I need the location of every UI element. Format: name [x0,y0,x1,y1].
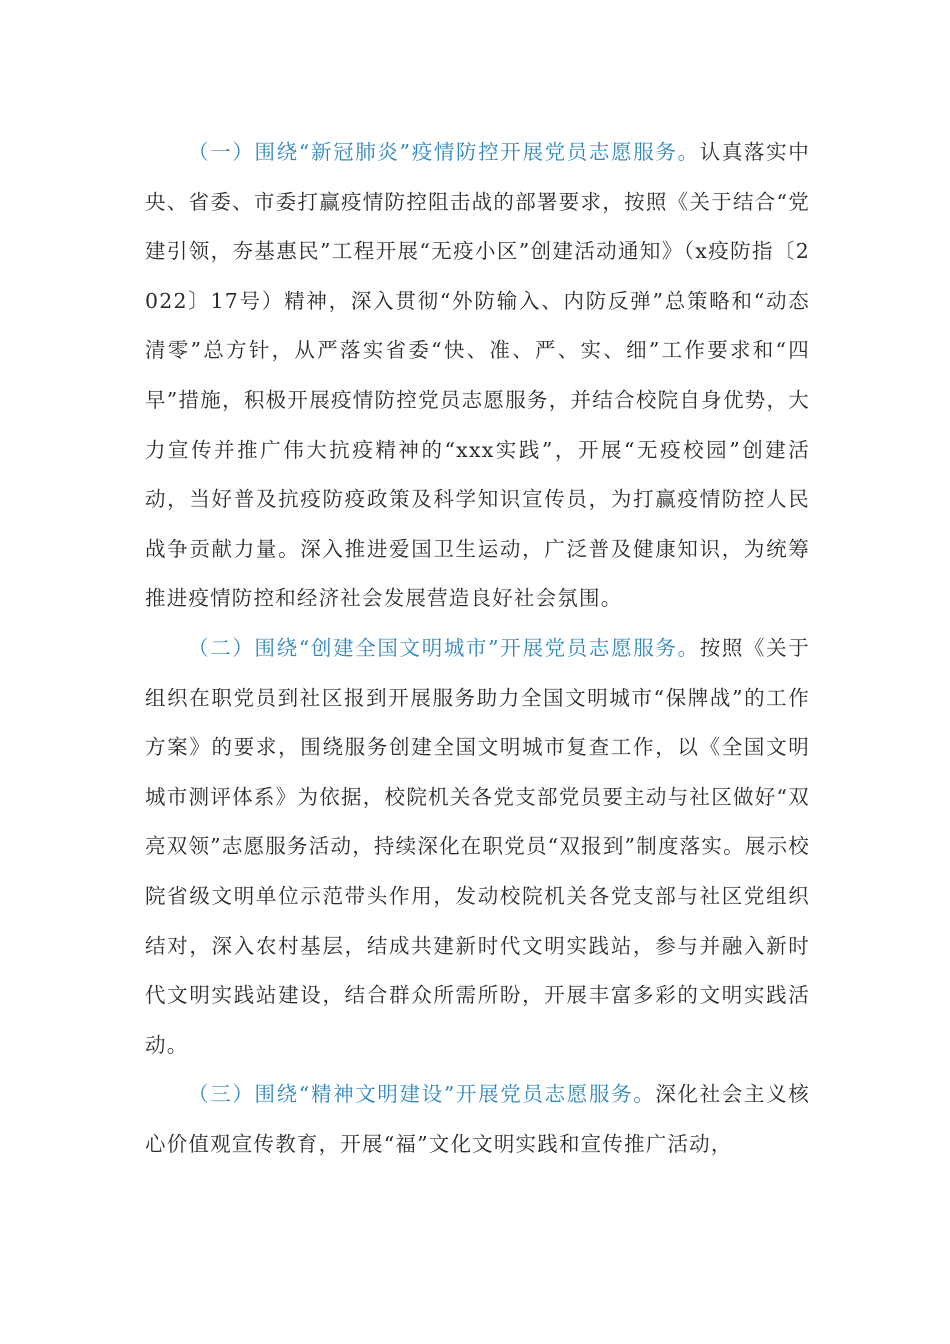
paragraph-spiritual-civilization [145,1070,810,1169]
section-body-2: 按照《关于组织在职党员到社区报到开展服务助力全国文明城市“保牌战”的工作方案》的要求，围绕服务创建全国文明城市复查工作，以《全国文明城市测评体系》为依据，校院机关各党支部党员要主动与社区做好“双亮双领”志愿服务活动，持续深化在职党员“双报到”制度落实。展示校院省级文明单位示范带头作用，发动校院机关各党支部与社区党组织结对，深入农村基层，结成共建新时代文明实践站，参与并融入新时代文明实践站建设，结合群众所需所盼，开展丰富多彩的文明实践活动。 [145,635,810,1057]
section-body-3: 深化社会主义核心价值观宣传教育，开展“福”文化文明实践和宣传推广活动， [145,1082,810,1156]
section-heading-1: （一）围绕“新冠肺炎”疫情防控开展党员志愿服务。 [188,140,700,164]
document-body [145,128,810,1169]
section-heading-3: （三）围绕“精神文明建设”开展党员志愿服务。 [188,1082,656,1107]
paragraph-civilized-city [145,624,810,1070]
section-heading-2: （二）围绕“创建全国文明城市”开展党员志愿服务。 [188,635,700,660]
section-body-1: 认真落实中央、省委、市委打赢疫情防控阻击战的部署要求，按照《关于结合“党建引领，夯基惠民”工程开展“无疫小区”创建活动通知》（x疫防指〔2022〕17号）精神，深入贯彻“外防输入、内防反弹”总策略和“动态清零”总方针，从严落实省委“快、准、严、实、细”工作要求和“四早”措施，积极开展疫情防控党员志愿服务，并结合校院自身优势，大力宣传并推广伟大抗疫精神的“xxx实践”，开展“无疫校园”创建活动，当好普及抗疫防疫政策及科学知识宣传员，为打赢疫情防控人民战争贡献力量。深入推进爱国卫生运动，广泛普及健康知识，为统筹推进疫情防控和经济社会发展营造良好社会氛围。 [145,140,810,611]
paragraph-epidemic-prevention [145,128,810,624]
